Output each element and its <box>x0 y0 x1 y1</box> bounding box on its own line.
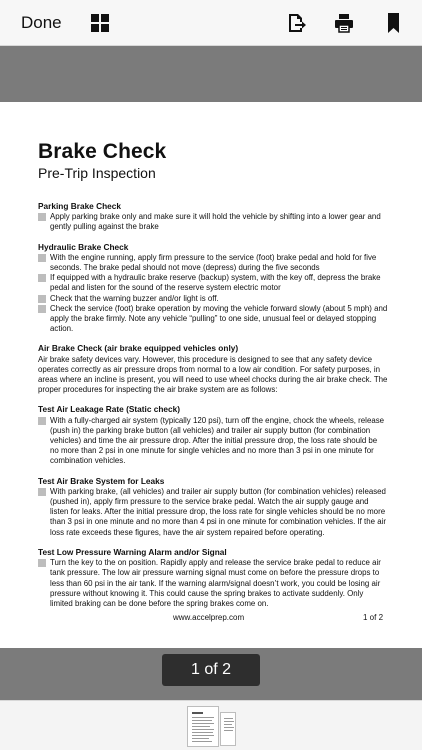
checklist-item-text: Turn the key to the on position. Rapidly apply and release the service brake pedal to reduce air tank pressure. The low air pressure warning signal must come on before the pressure drops to less than 60 psi in the air tank. If the warning alarm/signal doesn’t work, you could be losing air pressure without knowing it. This could cause the spring brakes to activate suddenly. Only limited braking can be done before the spring brakes come on. <box>50 558 381 608</box>
checklist-item-text: If equipped with a hydraulic brake reserve (backup) system, with the key off, depress the brake pedal and listen for the sound of the reserve system electric motor <box>50 273 381 293</box>
checkbox-icon <box>38 295 46 303</box>
checklist-item-text: Check that the warning buzzer and/or light is off. <box>50 293 219 303</box>
checklist-item <box>38 558 388 609</box>
print-icon[interactable] <box>333 12 355 34</box>
footer-page-number: 1 of 2 <box>363 613 384 622</box>
thumbnail-strip <box>0 700 422 750</box>
section-air-brake <box>38 343 388 395</box>
section-air-leaks <box>38 476 388 538</box>
checklist-item-text: With parking brake, (all vehicles) and trailer air supply button (for combination vehicles) released (pushed in), apply firm pressure to the service brake pedal. Watch the air supply gauge and listen for leaks. After the initial pressure drop, the loss rate for single vehicles should be no more than 3 psi in one minute and no more than 4 psi in one minute for combination vehicles. If the air loss rate exceeds these figures, have the air system repaired before operating. <box>50 486 386 537</box>
top-toolbar <box>0 0 422 46</box>
checkbox-icon <box>38 559 46 567</box>
section-heading: Test Air Leakage Rate (Static check) <box>38 404 181 415</box>
section-hydraulic-brake <box>38 242 388 335</box>
document-subtitle: Pre-Trip Inspection <box>38 165 156 181</box>
section-heading: Hydraulic Brake Check <box>38 241 129 252</box>
section-heading: Parking Brake Check <box>38 201 122 211</box>
section-parking-brake <box>38 201 388 233</box>
page-indicator: 1 of 2 <box>162 654 260 686</box>
document-title: Brake Check <box>38 140 167 163</box>
section-heading: Test Low Pressure Warning Alarm and/or Signal <box>38 546 227 557</box>
thumbnail-page-2[interactable] <box>220 712 236 746</box>
checkbox-icon <box>38 305 46 313</box>
checklist-item <box>38 253 388 273</box>
checkbox-icon <box>38 254 46 262</box>
checklist-item-text: With a fully-charged air system (typically 120 psi), turn off the engine, chock the wheels, release (push in) the parking brake button (all vehicles) and trailer air supply button (for combination vehicles) and time the air pressure drop. After the initial pressure drop, the loss rate should be no more than 2 psi in one minute for single vehicles and no more than 3 psi in one minute for combination vehicles. <box>50 415 385 466</box>
checklist-item-text: With the engine running, apply firm pressure to the service (foot) brake pedal and hold for five seconds. The brake pedal should not move (depress) during the five seconds <box>50 252 377 273</box>
checkbox-icon <box>38 213 46 221</box>
grid-icon[interactable] <box>89 12 111 34</box>
checklist-item-text: Check the service (foot) brake operation by moving the vehicle forward slowly (about 5 mph) and apply the brake firmly. Note any vehicle “pulling” to one side, unusual feel or delayed stopping action. <box>50 303 388 334</box>
bookmark-icon[interactable] <box>383 12 405 34</box>
checklist-item-text: Apply parking brake only and make sure it will hold the vehicle by shifting into a lower gear and gently pulling against the brake <box>50 212 381 232</box>
footer-url: www.accelprep.com <box>173 613 245 622</box>
section-heading: Test Air Brake System for Leaks <box>38 475 165 486</box>
section-air-leakage <box>38 404 388 466</box>
section-heading: Air Brake Check (air brake equipped vehicles only) <box>38 343 239 354</box>
checkbox-icon <box>38 488 46 496</box>
section-low-pressure <box>38 547 388 609</box>
share-icon[interactable] <box>285 12 307 34</box>
done-button[interactable]: Done <box>21 13 62 32</box>
checklist-item <box>38 487 388 538</box>
section-paragraph: Air brake safety devices vary. However, this procedure is designed to see that any safety device operates correctly as air pressure drops from normal to a low air condition. For safety purposes, in areas where an incline is present, you will need to use wheel chocks during the air brake check. The proper procedures for inspecting the air brake system are as follows: <box>38 354 388 395</box>
viewer-background-top <box>0 46 422 102</box>
checkbox-icon <box>38 417 46 425</box>
document-sections <box>38 201 388 618</box>
thumbnail-page-1[interactable] <box>187 706 219 747</box>
checkbox-icon <box>38 274 46 282</box>
checklist-item <box>38 304 388 335</box>
checklist-item <box>38 273 388 293</box>
checklist-item <box>38 212 388 232</box>
checklist-item <box>38 416 388 467</box>
document-page[interactable] <box>0 102 422 648</box>
checklist-item <box>38 294 388 304</box>
